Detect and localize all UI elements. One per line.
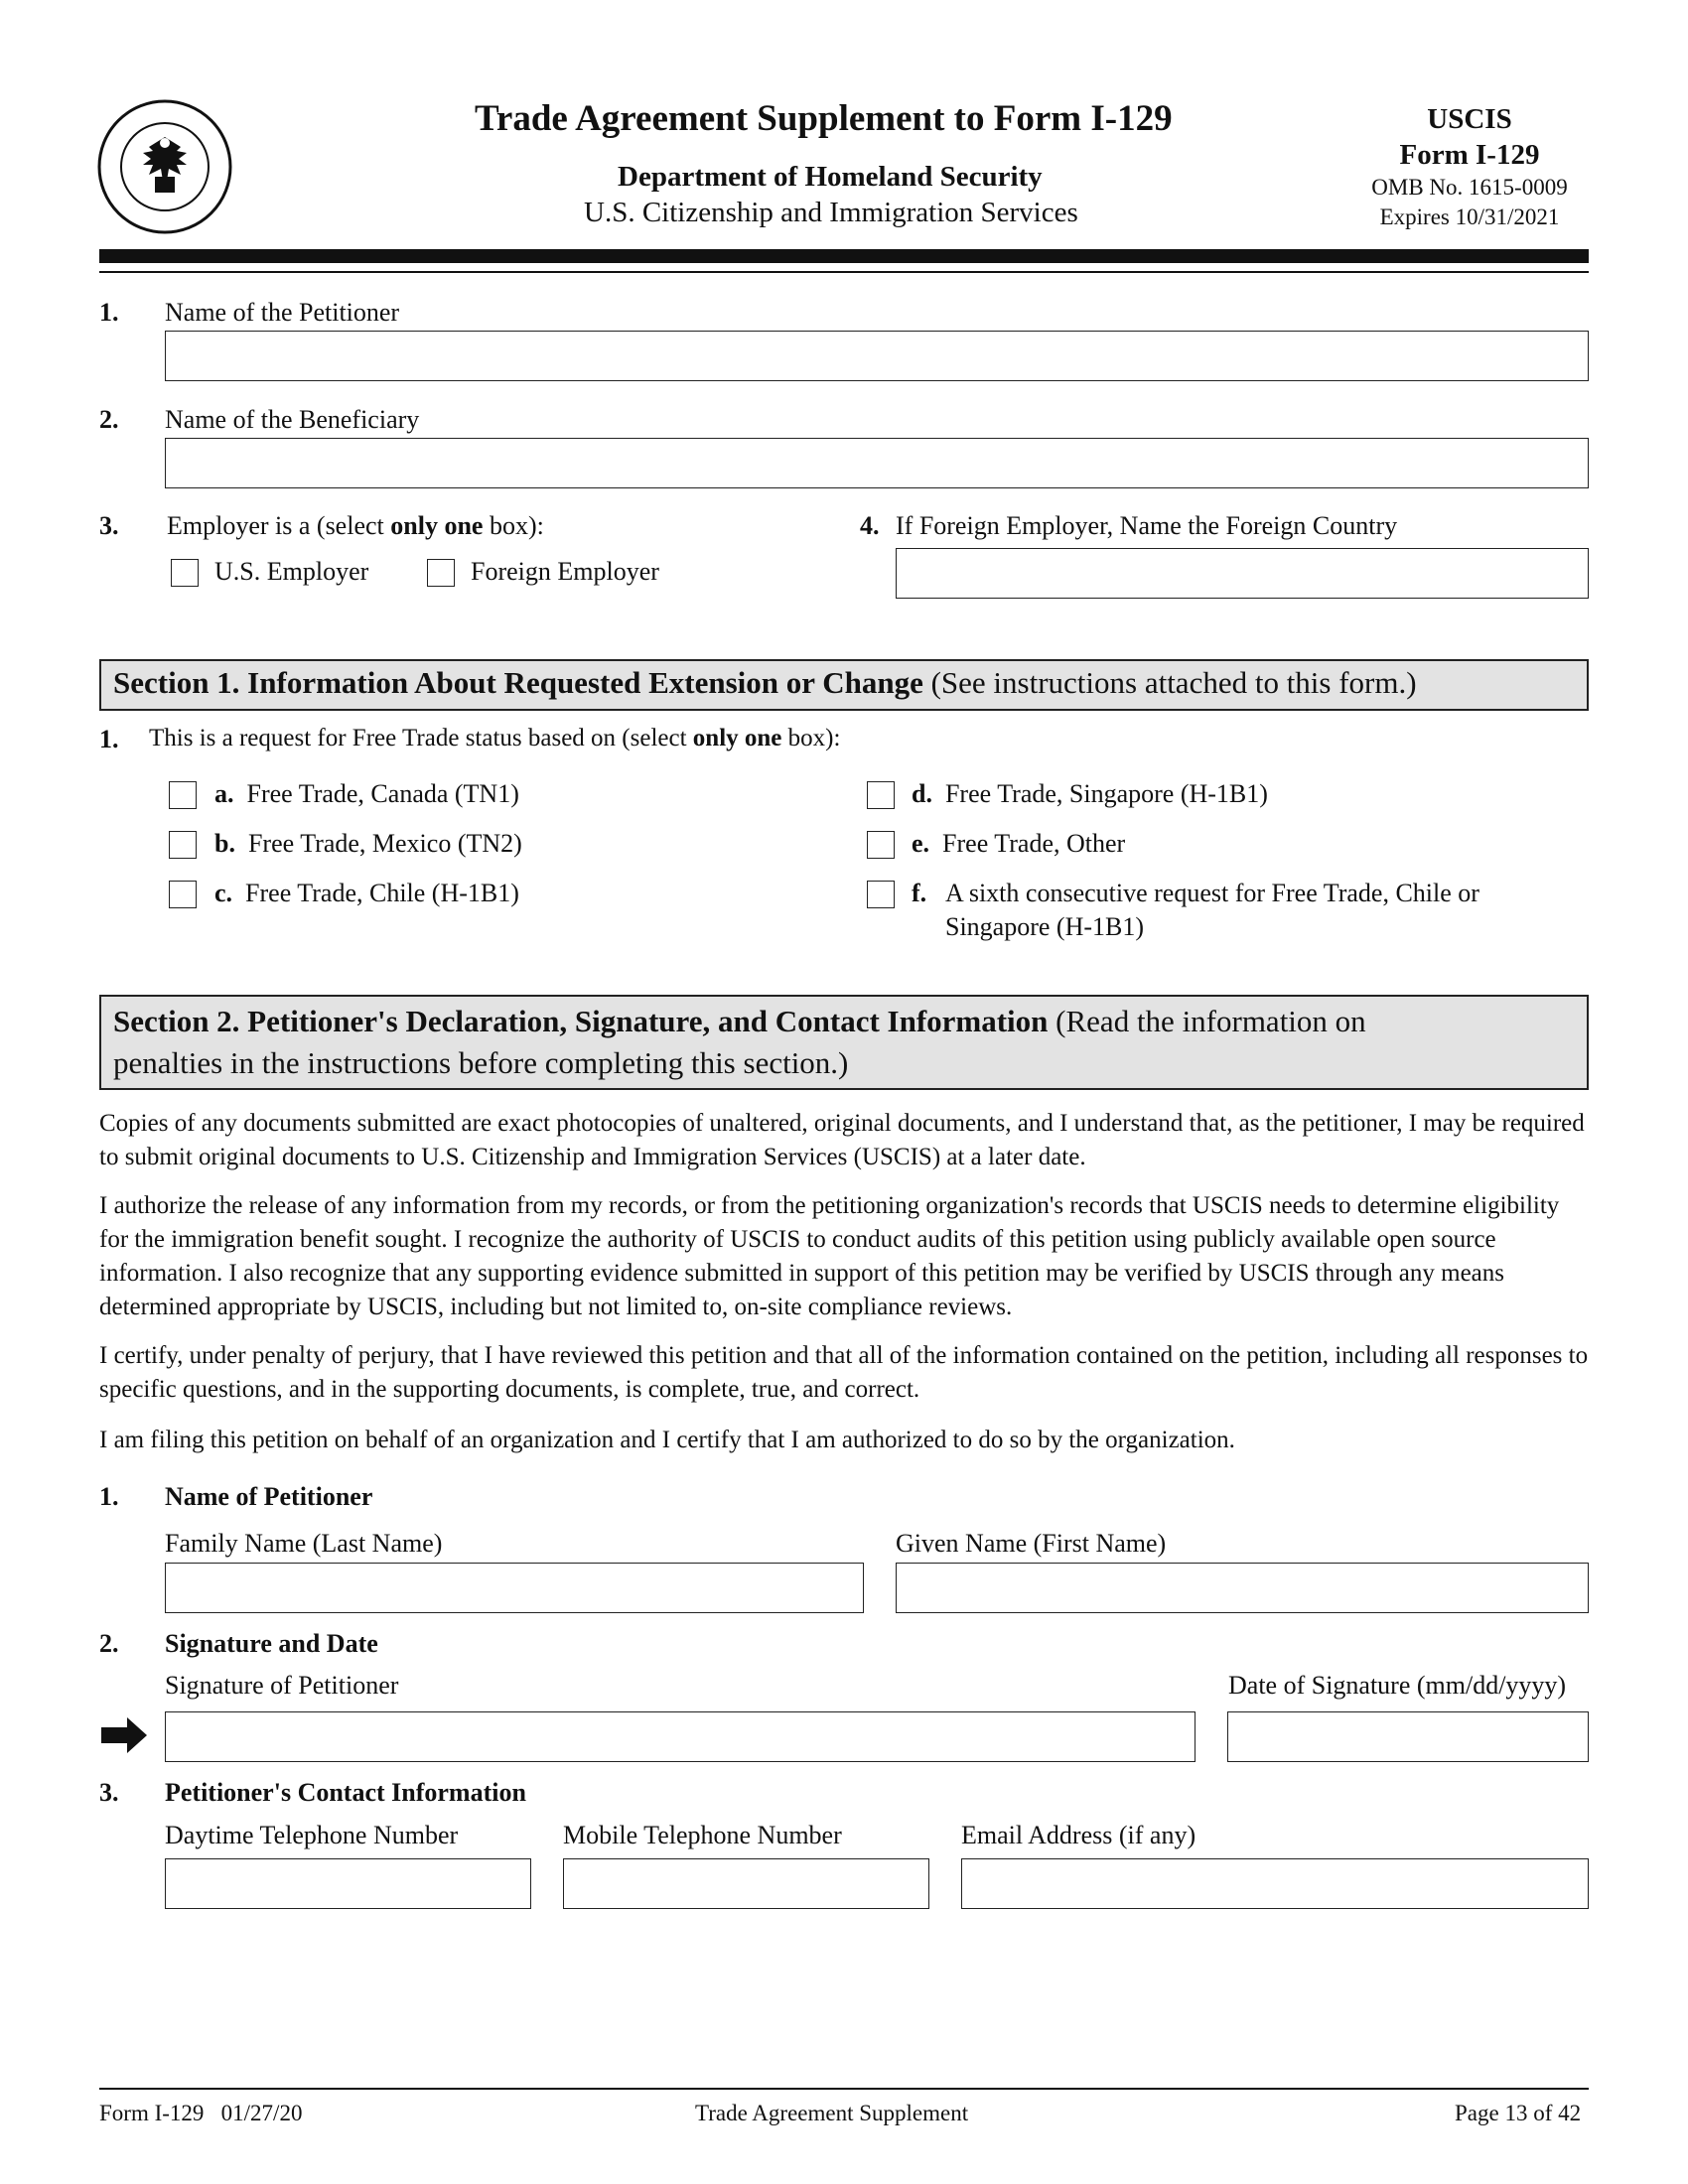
footer-page-number: Page 13 of 42	[1455, 2101, 1582, 2125]
email-label: Email Address (if any)	[961, 1821, 1196, 1849]
option-b-text: Free Trade, Mexico (TN2)	[247, 829, 522, 858]
date-of-signature-label: Date of Signature (mm/dd/yyyy)	[1228, 1671, 1567, 1700]
signature-input[interactable]	[165, 1711, 1196, 1762]
header-right	[1331, 101, 1609, 232]
name-of-petitioner-heading: Name of Petitioner	[165, 1482, 373, 1511]
q1-number: 1.	[99, 298, 119, 327]
petitioner-name-input[interactable]	[165, 331, 1589, 381]
option-a-text: Free Trade, Canada (TN1)	[246, 779, 519, 808]
footer-rule	[99, 2088, 1589, 2090]
free-trade-label-bold: only one	[692, 725, 782, 751]
declaration-paragraph-3: I certify, under penalty of perjury, that I have reviewed this petition and that all of the information contained on the petition, including all responses to specific questions, and in the supporting documents, is complete, true, and correct.	[99, 1342, 1589, 1403]
foreign-country-input[interactable]	[896, 548, 1589, 599]
family-name-label: Family Name (Last Name)	[165, 1529, 443, 1558]
signature-date-heading: Signature and Date	[165, 1629, 378, 1658]
free-trade-request-label	[149, 725, 840, 752]
given-name-input[interactable]	[896, 1563, 1589, 1613]
foreign-employer-label: Foreign Employer	[471, 557, 659, 586]
employer-type-label-pre: Employer is a (select	[167, 511, 391, 540]
contact-info-heading: Petitioner's Contact Information	[165, 1778, 526, 1807]
daytime-phone-input[interactable]	[165, 1858, 531, 1909]
footer-title: Trade Agreement Supplement	[695, 2101, 969, 2125]
free-trade-chile-checkbox[interactable]	[169, 881, 197, 908]
q3-number: 3.	[99, 511, 119, 540]
mobile-phone-label: Mobile Telephone Number	[563, 1821, 842, 1849]
free-trade-singapore-checkbox[interactable]	[867, 781, 895, 809]
option-c-text: Free Trade, Chile (H-1B1)	[245, 879, 519, 907]
email-input[interactable]	[961, 1858, 1589, 1909]
declaration-paragraph-2: I authorize the release of any information from my records, or from the petitioning organization's records that USCIS needs to determine eligibility for the immigration benefit sought. I recognize the authority of USCIS to conduct audits of this petition using publicly available open source information. I also recognize that any supporting evidence submitted in support of this petition may be verified by USCIS through any means determined appropriate by USCIS, including but not limited to, on-site compliance reviews.	[99, 1192, 1560, 1320]
section1-heading-normal: (See instructions attached to this form.)	[922, 665, 1417, 700]
expiration-date: Expires 10/31/2021	[1379, 205, 1560, 229]
family-name-input[interactable]	[165, 1563, 864, 1613]
free-trade-label-pre: This is a request for Free Trade status based on (select	[149, 725, 693, 751]
option-c-letter: c.	[214, 879, 233, 907]
us-employer-checkbox[interactable]	[171, 559, 199, 587]
q2-number: 2.	[99, 405, 119, 434]
beneficiary-name-label: Name of the Beneficiary	[165, 405, 420, 434]
section2-heading-bold: Section 2. Petitioner's Declaration, Signature, and Contact Information	[113, 1004, 1049, 1038]
option-e-text: Free Trade, Other	[942, 829, 1126, 858]
free-trade-canada-checkbox[interactable]	[169, 781, 197, 809]
footer-form-edition: Form I-129 01/27/20	[99, 2101, 303, 2125]
omb-number: OMB No. 1615-0009	[1371, 175, 1568, 200]
us-employer-label: U.S. Employer	[214, 557, 369, 586]
s1-q1-number: 1.	[99, 725, 119, 753]
form-id: Form I-129	[1399, 139, 1540, 171]
free-trade-canada-label	[214, 779, 519, 809]
declaration-paragraph-4: I am filing this petition on behalf of an organization and I certify that I am authorized to do so by the organization.	[99, 1427, 1235, 1453]
foreign-employer-checkbox[interactable]	[427, 559, 455, 587]
employer-type-label-bold: only one	[390, 511, 484, 540]
header-rule-thin	[99, 271, 1589, 273]
employer-type-label-post: box):	[483, 511, 544, 540]
sixth-request-text: A sixth consecutive request for Free Trade, Chile or	[945, 879, 1479, 907]
q4-number: 4.	[860, 511, 880, 540]
sixth-request-checkbox[interactable]	[867, 881, 895, 908]
s2-q1-number: 1.	[99, 1482, 119, 1511]
free-trade-label-post: box):	[781, 725, 841, 751]
uscis-label: USCIS	[1427, 103, 1512, 135]
section2-heading-normal1: (Read the information on	[1048, 1004, 1366, 1038]
beneficiary-name-input[interactable]	[165, 438, 1589, 488]
option-a-letter: a.	[214, 779, 234, 808]
section2-heading	[99, 995, 1589, 1090]
given-name-label: Given Name (First Name)	[896, 1529, 1167, 1558]
free-trade-other-checkbox[interactable]	[867, 831, 895, 859]
option-d-letter: d.	[912, 779, 932, 808]
free-trade-mexico-checkbox[interactable]	[169, 831, 197, 859]
free-trade-mexico-label	[214, 829, 522, 859]
section1-heading	[99, 659, 1589, 711]
signature-label: Signature of Petitioner	[165, 1671, 399, 1700]
dhs-seal-icon	[95, 97, 234, 236]
s2-q3-number: 3.	[99, 1778, 119, 1807]
option-d-text: Free Trade, Singapore (H-1B1)	[944, 779, 1268, 808]
agency-name: U.S. Citizenship and Immigration Services	[584, 197, 1078, 228]
section1-heading-bold: Section 1. Information About Requested Extension or Change	[113, 665, 923, 700]
sixth-request-text2: Singapore (H-1B1)	[945, 912, 1145, 941]
petitioner-name-label: Name of the Petitioner	[165, 298, 400, 327]
s2-q2-number: 2.	[99, 1629, 119, 1658]
date-of-signature-input[interactable]	[1227, 1711, 1589, 1762]
section2-heading-normal2: penalties in the instructions before completing this section.)	[113, 1045, 849, 1080]
form-title: Trade Agreement Supplement to Form I-129	[475, 98, 1173, 139]
daytime-phone-label: Daytime Telephone Number	[165, 1821, 459, 1849]
declaration-paragraph-1: Copies of any documents submitted are exact photocopies of unaltered, original documents, and I understand that, as the petitioner, I may be required to submit original documents to U.S. Citizenship and Immigration Services (USCIS) at a later date.	[99, 1110, 1585, 1170]
option-b-letter: b.	[214, 829, 235, 858]
mobile-phone-input[interactable]	[563, 1858, 929, 1909]
department-name: Department of Homeland Security	[618, 161, 1043, 193]
arrow-right-icon	[101, 1717, 147, 1753]
free-trade-other-label	[912, 829, 1125, 859]
free-trade-singapore-label	[912, 779, 1268, 809]
option-e-letter: e.	[912, 829, 930, 858]
employer-type-label	[167, 511, 544, 541]
foreign-country-label: If Foreign Employer, Name the Foreign Country	[896, 511, 1398, 540]
sixth-request-letter: f.	[912, 879, 927, 907]
header-rule-thick	[99, 249, 1589, 263]
free-trade-chile-label	[214, 879, 519, 908]
